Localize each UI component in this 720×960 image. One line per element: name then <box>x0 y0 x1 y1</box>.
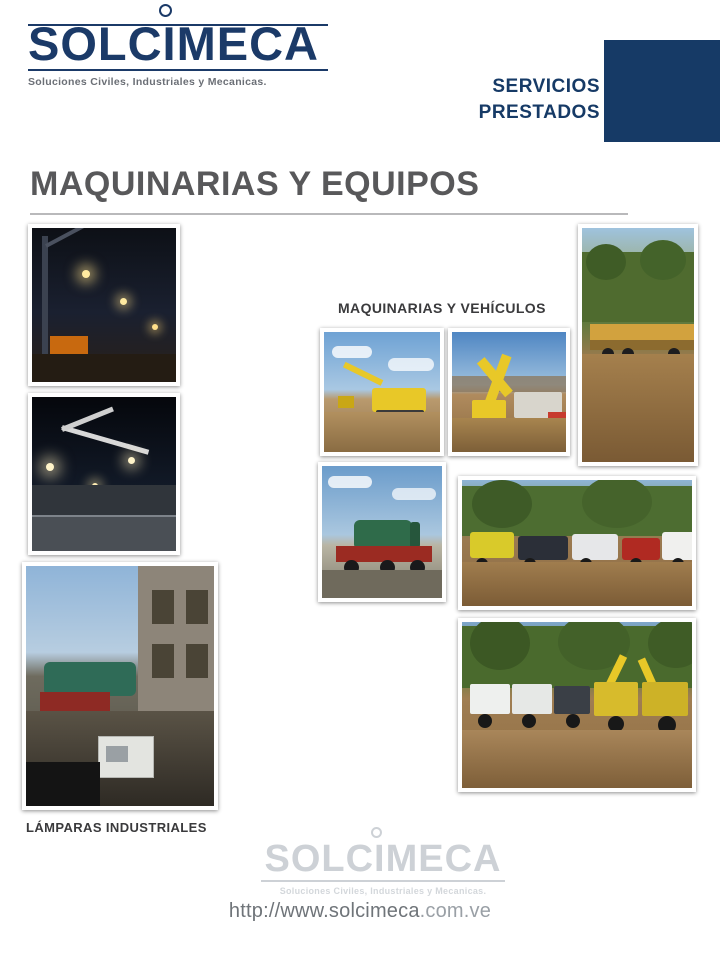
photo-night-crane-tower <box>28 224 180 386</box>
footer-logo <box>258 840 508 896</box>
photo-tank-transport-truck <box>318 462 446 602</box>
photo-lowboy-trailer <box>578 224 698 466</box>
page-header <box>0 0 720 142</box>
company-logo <box>28 17 328 88</box>
logo-circle-icon <box>159 4 172 17</box>
banner-line-2: PRESTADOS <box>478 101 600 123</box>
footer-logo-text: SOLCIMECA <box>264 838 502 880</box>
footer-logo-circle-icon <box>371 827 382 838</box>
page-title: MAQUINARIAS Y EQUIPOS <box>30 165 480 203</box>
banner-line-1: SERVICIOS <box>492 76 600 97</box>
footer-logo-tagline: Soluciones Civiles, Industriales y Mecanicas. <box>279 886 487 896</box>
logo-text: SOLCIMECA <box>28 17 319 70</box>
header-banner <box>479 74 600 125</box>
header-blue-block <box>604 40 720 142</box>
footer-logo-wordmark <box>265 840 502 878</box>
photo-excavator-loading-truck <box>448 328 570 456</box>
footer-url-prefix: http://www.solcimeca <box>228 900 420 922</box>
footer-logo-rule <box>261 880 505 882</box>
footer-url-suffix: .com.ve <box>419 900 492 922</box>
title-divider <box>30 213 628 215</box>
logo-wordmark <box>28 17 319 70</box>
caption-industrial-lamps: LÁMPARAS INDUSTRIALES <box>26 820 207 835</box>
photo-vehicle-fleet-pickups <box>458 476 696 610</box>
photo-equipment-fleet-row <box>458 618 696 792</box>
logo-tagline: Soluciones Civiles, Industriales y Mecanicas. <box>28 76 267 88</box>
photo-excavator-digging <box>320 328 444 456</box>
photo-concrete-pump-night <box>28 393 180 555</box>
footer-url[interactable] <box>0 900 720 923</box>
caption-machinery-vehicles: MAQUINARIAS Y VEHÍCULOS <box>338 300 546 316</box>
photo-industrial-lamp-site <box>22 562 218 810</box>
